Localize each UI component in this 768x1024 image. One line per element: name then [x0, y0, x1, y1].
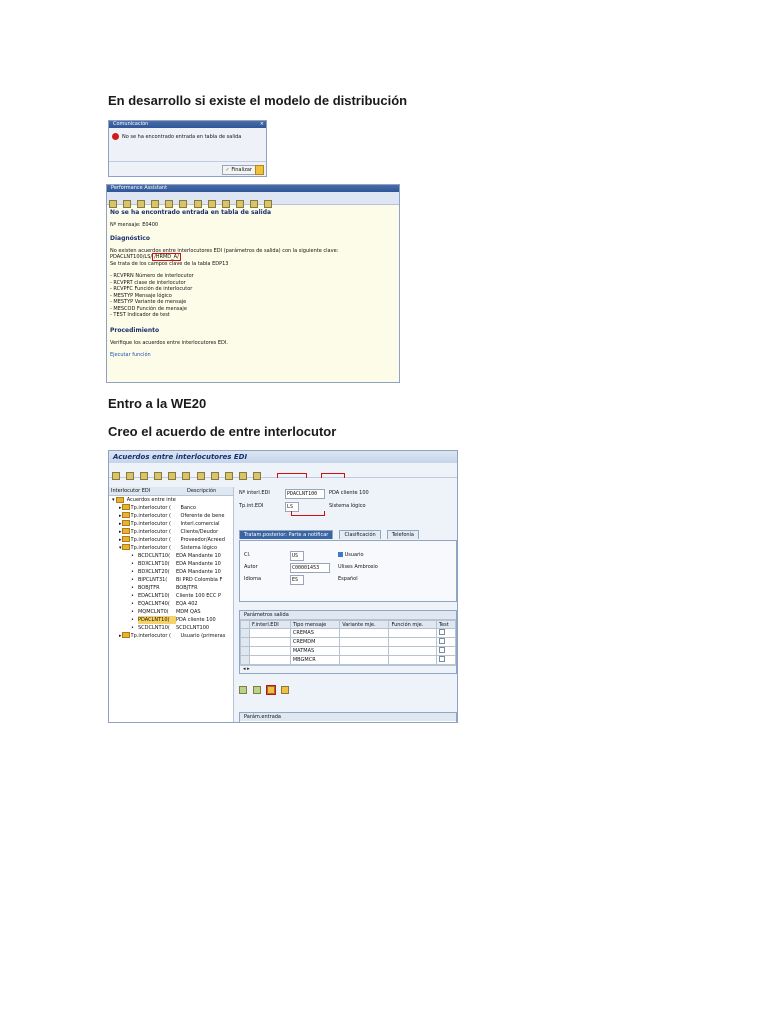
- tree-item[interactable]: [109, 624, 233, 632]
- page-title: Acuerdos entre interlocutores EDI: [109, 451, 457, 463]
- tree-item-description: BOBJTFR: [175, 585, 198, 591]
- expand-arrow-icon[interactable]: ▸: [119, 521, 122, 527]
- finalize-button[interactable]: ✓ Finalizar: [222, 165, 256, 175]
- assistant-title: Performance Assistant: [111, 185, 168, 191]
- tree-item-label: Tp.interlocutor (: [130, 505, 171, 511]
- partner-type-label: Tp.int.EDI: [239, 503, 264, 509]
- tree-item[interactable]: [109, 512, 233, 520]
- tree-item-label: EQACLNT40(: [137, 601, 170, 607]
- tree-header-partner[interactable]: Interlocutor EDI: [111, 488, 151, 494]
- col-message-variant[interactable]: Variante mje.: [340, 621, 389, 629]
- table-row[interactable]: [241, 656, 456, 665]
- col-test[interactable]: Test: [436, 621, 455, 629]
- tree-item-description: EQA 402: [175, 601, 198, 607]
- expand-arrow-icon[interactable]: ▸: [119, 529, 122, 535]
- tab-telephony[interactable]: Telefonía: [387, 530, 419, 539]
- output-parameters-title: Parámetros salida: [240, 611, 456, 620]
- list-item: - MESCOD Función de mensaje: [110, 305, 187, 312]
- table-row[interactable]: [241, 629, 456, 638]
- idioma-label: Idioma: [244, 576, 262, 582]
- tree-header-description[interactable]: Descripción: [187, 488, 217, 494]
- message-type-cell: MBGMCR: [290, 656, 339, 665]
- create-row-icon[interactable]: [239, 686, 247, 694]
- collapse-icon[interactable]: [211, 472, 219, 480]
- diagnosis-line-1: No existen acuerdos entre interlocutores EDI (parámetros de salida) con la siguiente clave:: [110, 247, 339, 254]
- folder-icon: [122, 536, 130, 542]
- bullet-icon: •: [131, 593, 134, 599]
- cl-label: Cl.: [244, 552, 251, 558]
- message-type-cell: CREMDM: [290, 638, 339, 647]
- display-icon[interactable]: [140, 472, 148, 480]
- partner-no-label: Nº interl.EDI: [239, 490, 270, 496]
- screen-icon[interactable]: [264, 200, 272, 208]
- list-item: - MESTYP Mensaje lógico: [110, 292, 172, 299]
- bookmark-icon[interactable]: [236, 200, 244, 208]
- window-icon[interactable]: [222, 200, 230, 208]
- grid-icon[interactable]: [239, 472, 247, 480]
- detail-area: [237, 487, 457, 722]
- tree-item-description: Banco: [180, 505, 196, 511]
- tree-item-label: Tp.interlocutor (: [130, 513, 171, 519]
- expand-arrow-icon[interactable]: ▸: [119, 513, 122, 519]
- forward-icon[interactable]: [123, 200, 131, 208]
- partner-type-desc: Sistema lógico: [329, 503, 366, 509]
- bullet-icon: •: [131, 569, 134, 575]
- tree-item[interactable]: [109, 600, 233, 608]
- bullet-icon: •: [131, 577, 134, 583]
- check-icon: ✓: [225, 167, 230, 173]
- tree-item[interactable]: [109, 560, 233, 568]
- tree-item-description: Usuario (primeras: [180, 633, 226, 639]
- folder-icon: [122, 632, 130, 638]
- col-message-type[interactable]: Tipo mensaje: [290, 621, 339, 629]
- procedure-text: Verifique los acuerdos entre interlocutores EDI.: [110, 339, 228, 346]
- folder-icon: [122, 528, 130, 534]
- home-icon[interactable]: [137, 200, 145, 208]
- tree-item-description: EDA Mandante 10: [175, 553, 221, 559]
- tree-item[interactable]: [109, 584, 233, 592]
- we20-screen: [108, 450, 458, 723]
- idioma-desc: Español: [338, 576, 358, 582]
- bullet-icon: •: [131, 625, 134, 631]
- heading-we20: Entro a la WE20: [108, 396, 207, 411]
- table-row[interactable]: [241, 647, 456, 656]
- document-icon[interactable]: [194, 200, 202, 208]
- tab-strip: [237, 521, 457, 540]
- test-checkbox[interactable]: [439, 638, 445, 644]
- change-icon[interactable]: [126, 472, 134, 480]
- tree-item[interactable]: [109, 632, 233, 640]
- expand-arrow-icon[interactable]: ▸: [119, 537, 122, 543]
- add-outbound-parameter-button[interactable]: [267, 686, 275, 694]
- list-item: - TEST Indicador de test: [110, 312, 170, 318]
- tree-root[interactable]: ▾ Acuerdos entre inte: [112, 497, 176, 503]
- mail-icon[interactable]: [250, 200, 258, 208]
- partner-tree: [109, 487, 234, 722]
- popup-title-bar: [109, 121, 266, 128]
- bullet-icon: •: [131, 585, 134, 591]
- check-icon[interactable]: [182, 472, 190, 480]
- test-checkbox[interactable]: [439, 647, 445, 653]
- tree-item-label: Tp.interlocutor (: [130, 633, 171, 639]
- edit-icon[interactable]: [165, 200, 173, 208]
- message-number: Nº mensaje: E0400: [110, 222, 159, 228]
- annotation-bracket: [321, 473, 345, 478]
- tree-item-label: BDXCLNT20(: [137, 569, 170, 575]
- idioma-field[interactable]: ES: [290, 575, 304, 585]
- diagnosis-title: Diagnóstico: [110, 234, 150, 242]
- search-icon[interactable]: [179, 200, 187, 208]
- autor-desc: Ulises Ambrosio: [338, 564, 378, 570]
- table-row[interactable]: [241, 638, 456, 647]
- tree-item-description: BI PRD Colombia F: [175, 577, 223, 583]
- table-actions: [239, 679, 457, 698]
- tab-classification[interactable]: Clasificación: [339, 530, 380, 539]
- tree-item-description: EDA Mandante 10: [175, 569, 221, 575]
- tree-item-label: Tp.interlocutor (: [130, 545, 171, 551]
- back-icon[interactable]: [109, 200, 117, 208]
- test-checkbox[interactable]: [439, 656, 445, 662]
- annotation-bracket: [291, 511, 325, 516]
- tree-item-label: PDACLNT10(: [138, 616, 176, 624]
- delete-row-icon[interactable]: [281, 686, 289, 694]
- assistant-title-bar: [107, 185, 399, 192]
- tree-item-label: Tp.interlocutor (: [130, 537, 171, 543]
- folder-open-icon: [116, 497, 124, 503]
- help-icon[interactable]: [255, 165, 264, 175]
- tree-item-label: Tp.interlocutor (: [130, 529, 171, 535]
- performance-assistant: [106, 184, 400, 383]
- popup-message: No se ha encontrado entrada en tabla de salida: [122, 134, 242, 140]
- list-item: - MESTYP Variante de mensaje: [110, 299, 187, 305]
- partner-no-field[interactable]: PDACLNT100: [285, 489, 325, 499]
- tree-item[interactable]: [109, 576, 233, 584]
- input-parameters: [239, 712, 457, 723]
- folder-icon: [122, 512, 130, 518]
- user-icon: [338, 552, 343, 557]
- input-parameters-title: Parám.entrada: [240, 713, 456, 721]
- folder-open-icon: [122, 544, 130, 550]
- print-icon[interactable]: [151, 200, 159, 208]
- tree-item[interactable]: [109, 544, 233, 552]
- tree-item[interactable]: [109, 616, 233, 624]
- row-selector[interactable]: [241, 638, 250, 647]
- tree-item-description: Cliente 100 ECC P: [175, 593, 221, 599]
- tree-item[interactable]: [109, 520, 233, 528]
- tree-item-description: Proveedor/Acreed: [180, 537, 225, 543]
- tree-item[interactable]: [109, 552, 233, 560]
- partner-type-field[interactable]: LS: [285, 502, 299, 512]
- tree-item[interactable]: [109, 568, 233, 576]
- tree-item-description: EDA Mandante 10: [175, 561, 221, 567]
- col-partner-function[interactable]: F.interl.EDI: [250, 621, 291, 629]
- tree-item-description: SCDCLNT100: [175, 625, 210, 631]
- cl-field[interactable]: US: [290, 551, 304, 561]
- bullet-icon: •: [131, 617, 134, 623]
- row-selector[interactable]: [241, 629, 250, 638]
- expand-arrow-icon[interactable]: ▸: [119, 633, 122, 639]
- message-type-cell: MATMAS: [290, 647, 339, 656]
- list-item: - RCVPFC Función de interlocutor: [110, 286, 193, 292]
- expand-arrow-icon[interactable]: ▾: [119, 545, 122, 551]
- partner-no-desc: PDA cliente 100: [329, 490, 369, 496]
- list-item: - RCVPRN Número de interlocutor: [110, 273, 194, 279]
- tree-item[interactable]: [109, 504, 233, 512]
- tree-item-label: BDXCLNT10(: [137, 561, 170, 567]
- expand-arrow-icon: ▾: [112, 497, 115, 503]
- tree-item[interactable]: [109, 592, 233, 600]
- bullet-icon: •: [131, 601, 134, 607]
- assistant-heading: No se ha encontrado entrada en tabla de salida: [110, 209, 272, 216]
- tree-item-label: MQMCLNT0(: [137, 609, 169, 615]
- horizontal-scrollbar[interactable]: ◂ ▸: [240, 665, 456, 673]
- error-icon: [112, 133, 119, 140]
- assistant-toolbar: [107, 192, 399, 205]
- message-type-cell: CREMAS: [290, 629, 339, 638]
- folder-icon: [122, 504, 130, 510]
- post-processing-panel: [239, 540, 457, 602]
- tree-item-description: Interl.comercial: [180, 521, 220, 527]
- row-selector[interactable]: [241, 647, 250, 656]
- tree-item-description: Oferente de bene: [180, 513, 225, 519]
- new-icon[interactable]: [112, 472, 120, 480]
- list-item: - RCVPRT clase de interlocutor: [110, 279, 186, 286]
- autor-label: Autor: [244, 564, 258, 570]
- bullet-icon: •: [131, 561, 134, 567]
- info-icon[interactable]: [253, 472, 261, 480]
- procedure-title: Procedimiento: [110, 326, 160, 334]
- delete-icon[interactable]: [168, 472, 176, 480]
- expand-icon[interactable]: [197, 472, 205, 480]
- tree-item-label: Tp.interlocutor (: [130, 521, 171, 527]
- col-message-function[interactable]: Función mje.: [389, 621, 436, 629]
- execute-function-link[interactable]: Ejecutar función: [110, 352, 151, 358]
- tree-item-description: MDM QAS: [175, 609, 201, 615]
- table-icon[interactable]: [225, 472, 233, 480]
- settings-icon[interactable]: [208, 200, 216, 208]
- key-fields-list: [110, 273, 396, 319]
- tree-item[interactable]: [109, 536, 233, 544]
- popup-title: Comunicación: [113, 121, 149, 127]
- bullet-icon: •: [131, 609, 134, 615]
- tree-item[interactable]: [109, 608, 233, 616]
- tree-item-description: Sistema lógico: [180, 545, 218, 551]
- autor-field[interactable]: C00001453: [290, 563, 330, 573]
- tree-item-label: SCDCLNT10(: [137, 625, 170, 631]
- display-row-icon[interactable]: [253, 686, 261, 694]
- folder-icon: [122, 520, 130, 526]
- close-icon[interactable]: ×: [259, 121, 264, 127]
- tree-item-description: PDA cliente 100: [175, 617, 216, 623]
- cl-desc: Usuario: [338, 552, 364, 558]
- communication-popup: [108, 120, 267, 177]
- output-parameters-table: [240, 620, 456, 665]
- tree-item-label: BIPCLNT31(: [137, 577, 168, 583]
- tree-item-label: BCDCLNT10(: [137, 553, 171, 559]
- heading-distribution-model: En desarrollo si existe el modelo de distribución: [108, 93, 408, 108]
- annotation-bracket: [277, 473, 307, 478]
- highlighted-key: /HRMD_A/: [154, 254, 179, 260]
- tree-item[interactable]: [109, 528, 233, 536]
- bullet-icon: •: [131, 553, 134, 559]
- heading-create-agreement: Creo el acuerdo de entre interlocutor: [108, 424, 337, 439]
- row-selector[interactable]: [241, 656, 250, 665]
- diagnosis-line-3: Se trata de los campos clave de la tabla EDP13: [110, 260, 229, 267]
- tree-item-label: BOBJTFR: [137, 585, 160, 591]
- test-checkbox[interactable]: [439, 629, 445, 635]
- expand-arrow-icon[interactable]: ▸: [119, 505, 122, 511]
- diagnosis-key: PDACLNT100/LS/ /HRMD_A/: [110, 254, 179, 260]
- tab-post-processing[interactable]: Tratam.posterior: Parte a notificar: [239, 530, 333, 539]
- output-parameters: [239, 610, 457, 674]
- tree-item-description: Cliente/Deudor: [180, 529, 219, 535]
- tree-item-label: EDACLNT10(: [137, 593, 170, 599]
- copy-icon[interactable]: [154, 472, 162, 480]
